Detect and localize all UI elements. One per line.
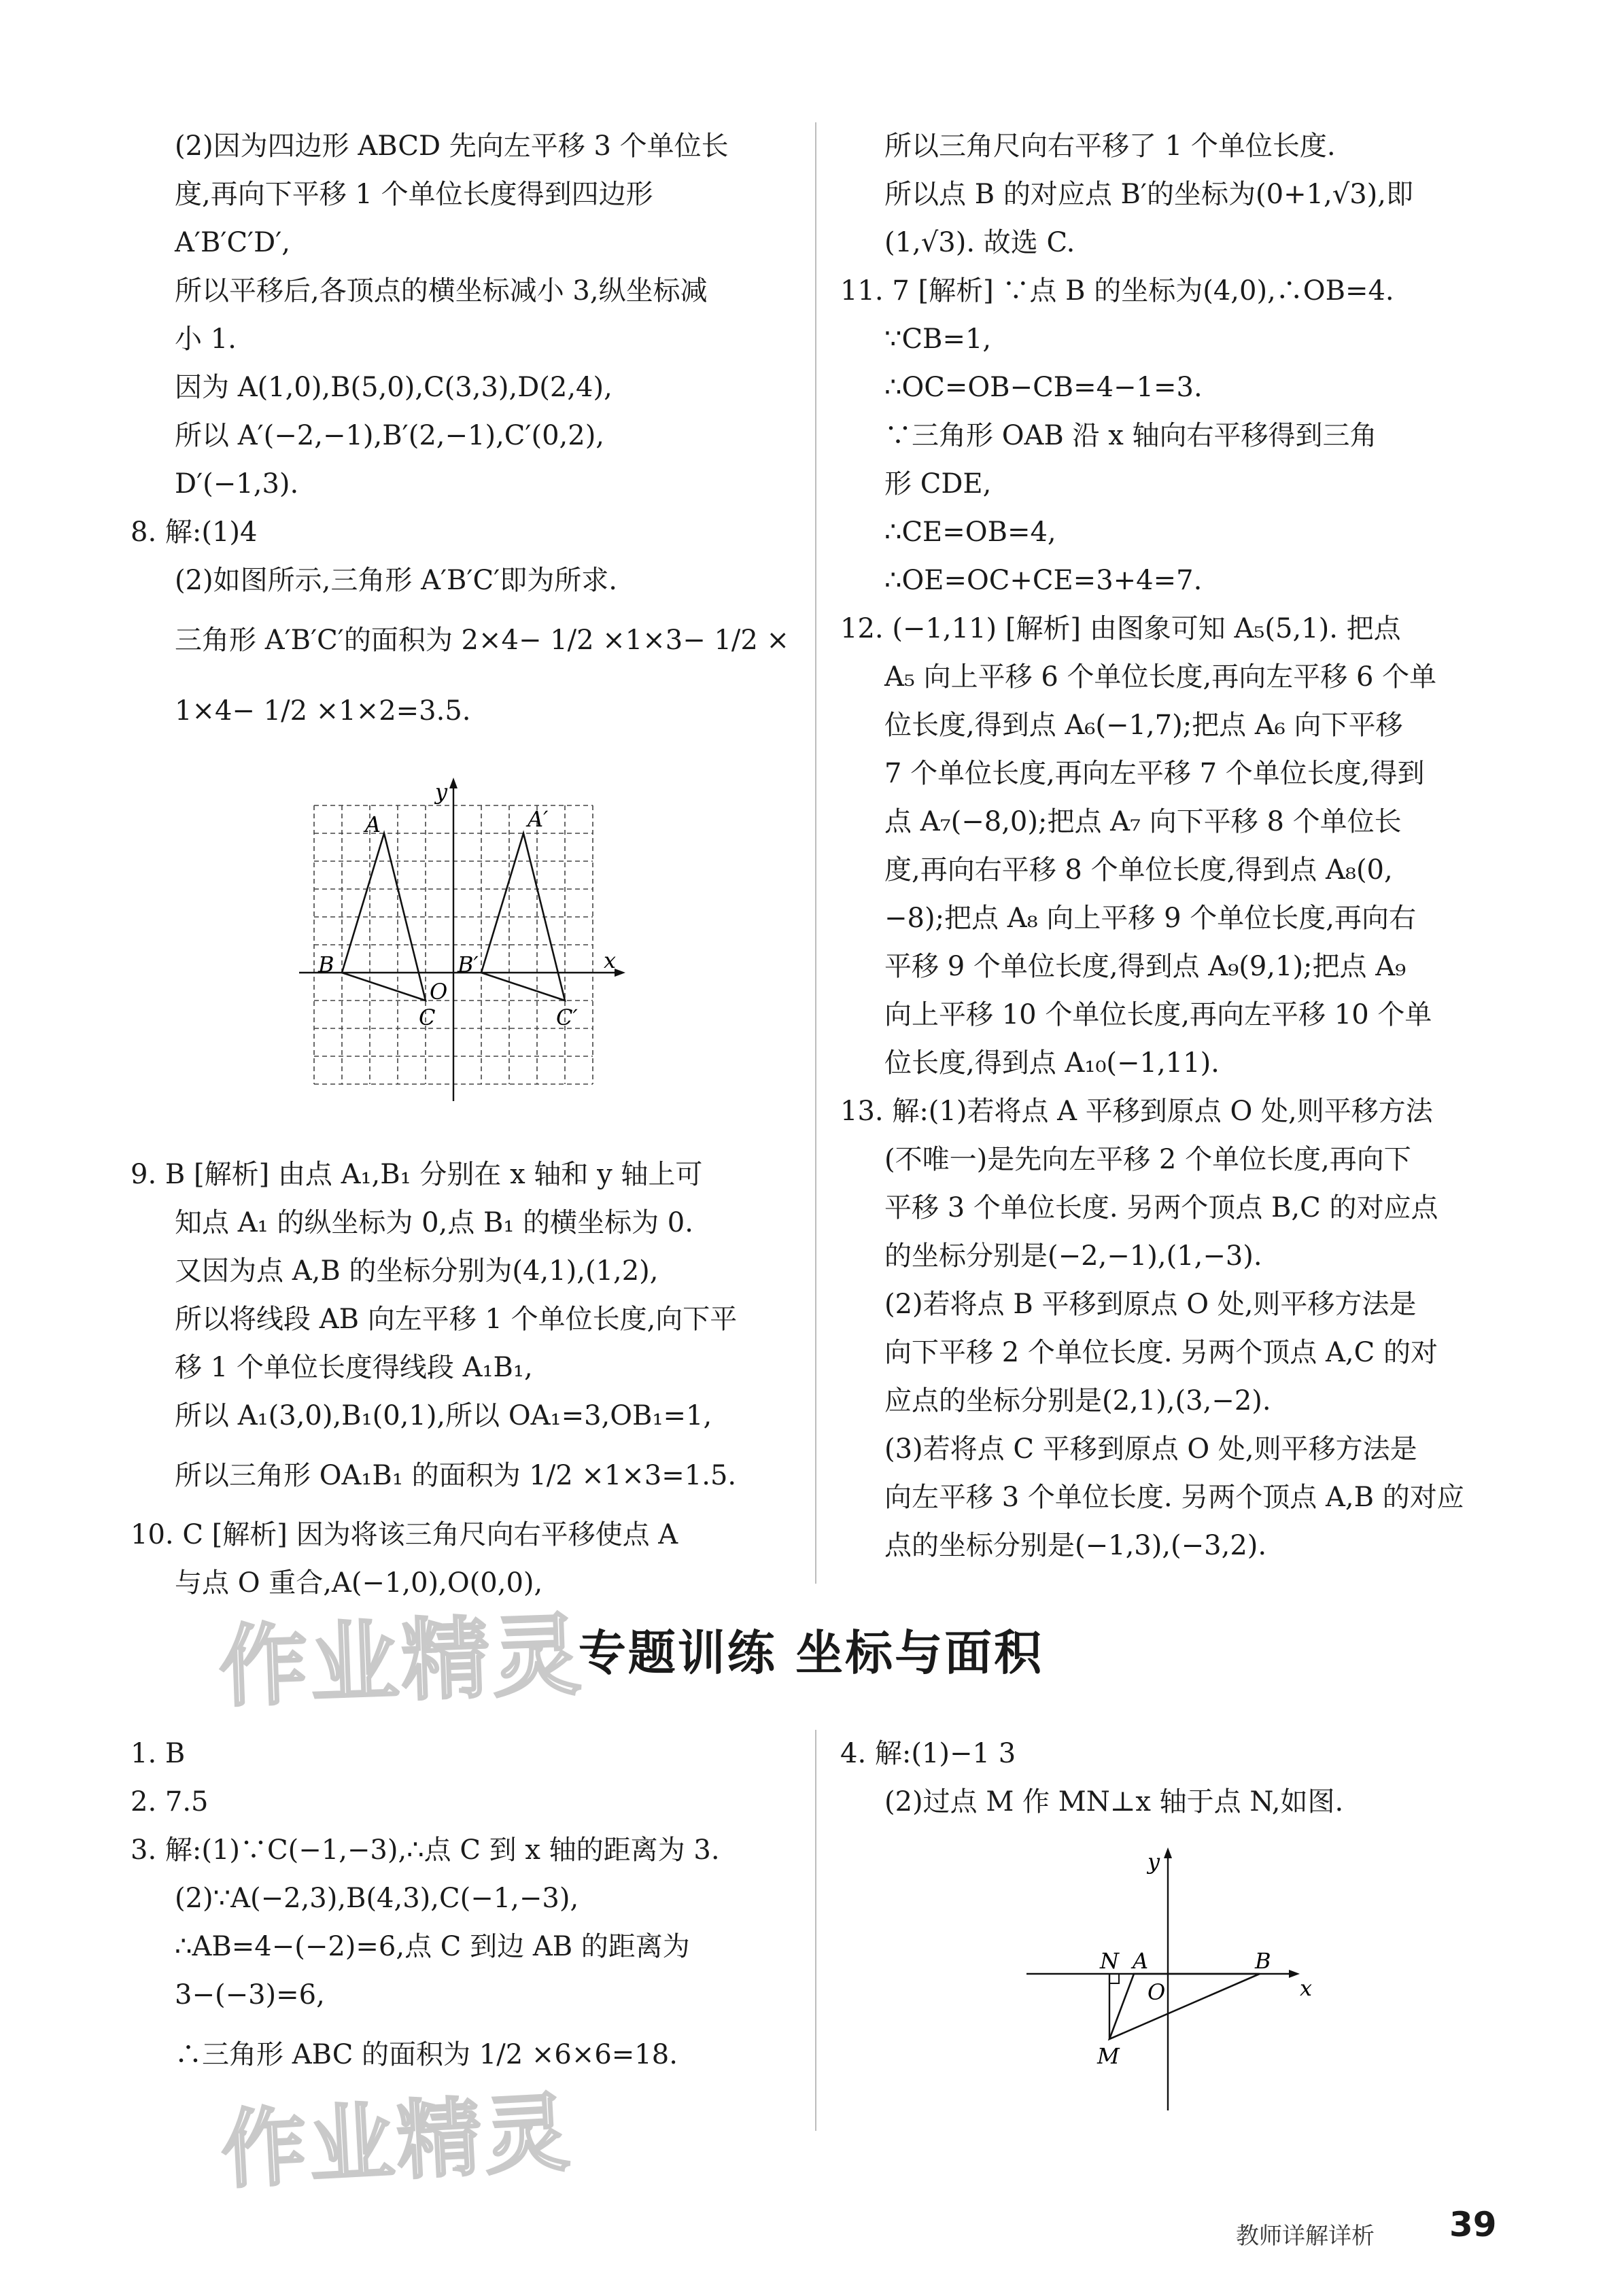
point-n-label: N xyxy=(1100,1948,1119,1974)
question-8-heading: 8. 解:(1)4 xyxy=(131,517,258,548)
text-line: 又因为点 A,B 的坐标分别为(4,1),(1,2), xyxy=(175,1255,659,1287)
answer-column-left-top xyxy=(131,122,790,746)
text-line: 所以将线段 AB 向左平移 1 个单位长度,向下平 xyxy=(175,1304,738,1335)
text-line: 知点 A₁ 的纵坐标为 0,点 B₁ 的横坐标为 0. xyxy=(175,1207,693,1238)
x-axis-arrow-icon xyxy=(615,969,625,977)
text-line: (2)因为四边形 ABCD 先向左平移 3 个单位长 xyxy=(175,131,729,162)
page-number: 39 xyxy=(1449,2205,1497,2244)
text-line: 向左平移 3 个单位长度. 另两个顶点 A,B 的对应 xyxy=(884,1482,1464,1513)
text-line: 移 1 个单位长度得线段 A₁B₁, xyxy=(175,1352,533,1383)
answer-column-right-top xyxy=(840,122,1506,1570)
text-line: 所以平移后,各顶点的横坐标减小 3,纵坐标减 xyxy=(175,275,708,307)
text-line: 与点 O 重合,A(−1,0),O(0,0), xyxy=(175,1567,543,1599)
text-line: A₅ 向上平移 6 个单位长度,再向左平移 6 个单 xyxy=(884,661,1437,693)
text-line: A′B′C′D′, xyxy=(175,227,290,258)
y-axis-arrow-icon-2 xyxy=(1164,1847,1172,1858)
question-10-heading: 10. C [解析] 因为将该三角尺向右平移使点 A xyxy=(131,1519,678,1550)
question-3-heading: 3. 解:(1)∵C(−1,−3),∴点 C 到 x 轴的距离为 3. xyxy=(131,1834,720,1866)
question-12-heading: 12. (−1,11) [解析] 由图象可知 A₅(5,1). 把点 xyxy=(840,613,1401,644)
area-formula-line: 三角形 A′B′C′的面积为 2×4− 1/2 ×1×3− 1/2 × xyxy=(175,625,790,656)
section-column-left xyxy=(131,1730,790,2090)
text-line: 7 个单位长度,再向左平移 7 个单位长度,得到 xyxy=(884,758,1425,789)
perpendicular-figure xyxy=(1020,1842,1332,2114)
text-line: 平移 3 个单位长度. 另两个顶点 B,C 的对应点 xyxy=(884,1192,1438,1223)
text-line: ∴CE=OB=4, xyxy=(884,517,1056,548)
question-4-heading: 4. 解:(1)−1 3 xyxy=(840,1738,1016,1769)
question-2-answer: 2. 7.5 xyxy=(131,1786,209,1817)
x-axis-arrow-icon-2 xyxy=(1289,1970,1300,1978)
text-line: ∴OC=OB−CB=4−1=3. xyxy=(884,372,1203,403)
y-axis-label: y xyxy=(435,779,448,805)
text-line: 度,再向右平移 8 个单位长度,得到点 A₈(0, xyxy=(884,854,1393,886)
text-line: 点的坐标分别是(−1,3),(−3,2). xyxy=(884,1530,1267,1561)
text-line: (2)过点 M 作 MN⊥x 轴于点 N,如图. xyxy=(884,1786,1344,1817)
translation-grid-figure xyxy=(299,775,639,1108)
x-axis-label-2: x xyxy=(1300,1975,1313,2001)
text-line: 向上平移 10 个单位长度,再向左平移 10 个单 xyxy=(884,999,1432,1030)
area-formula-line: 1×4− 1/2 ×1×2=3.5. xyxy=(175,695,471,727)
point-b-label-2: B xyxy=(1255,1948,1271,1974)
question-1-answer: 1. B xyxy=(131,1738,186,1769)
text-line: −8);把点 A₈ 向上平移 9 个单位长度,再向右 xyxy=(884,903,1416,934)
point-m-label: M xyxy=(1097,2043,1120,2069)
point-a-prime-label: A′ xyxy=(528,806,549,832)
watermark-logo: 作业精灵 xyxy=(217,1603,585,1720)
origin-label: O xyxy=(430,979,448,1005)
question-13-heading: 13. 解:(1)若将点 A 平移到原点 O 处,则平移方法 xyxy=(840,1096,1433,1127)
text-line: 小 1. xyxy=(175,324,237,355)
column-divider-top xyxy=(815,122,816,1584)
text-line: 所以三角尺向右平移了 1 个单位长度. xyxy=(884,131,1336,162)
column-divider-bottom xyxy=(815,1730,816,2131)
right-angle-mark xyxy=(1109,1974,1119,1983)
question-11-heading: 11. 7 [解析] ∵点 B 的坐标为(4,0),∴OB=4. xyxy=(840,275,1394,307)
text-line: 度,再向下平移 1 个单位长度得到四边形 xyxy=(175,179,653,210)
point-c-label: C xyxy=(419,1005,436,1030)
text-line: 所以点 B 的对应点 B′的坐标为(0+1,√3),即 xyxy=(884,179,1414,210)
text-line: D′(−1,3). xyxy=(175,468,299,500)
text-line: 位长度,得到点 A₆(−1,7);把点 A₆ 向下平移 xyxy=(884,710,1403,741)
origin-label-2: O xyxy=(1148,1979,1166,2005)
point-a-label-2: A xyxy=(1133,1948,1149,1974)
section-title: 专题训练 坐标与面积 xyxy=(578,1625,1044,1681)
section-column-right xyxy=(840,1730,1506,1826)
answer-column-left-middle xyxy=(131,1151,790,1607)
text-line: (2)∵A(−2,3),B(4,3),C(−1,−3), xyxy=(175,1883,579,1914)
text-line: 应点的坐标分别是(2,1),(3,−2). xyxy=(884,1385,1271,1416)
text-line: (2)如图所示,三角形 A′B′C′即为所求. xyxy=(175,565,617,596)
x-axis-label: x xyxy=(604,947,617,973)
text-line: 的坐标分别是(−2,−1),(1,−3). xyxy=(884,1240,1262,1272)
text-line: 3−(−3)=6, xyxy=(175,1979,325,2011)
text-line: ∴AB=4−(−2)=6,点 C 到边 AB 的距离为 xyxy=(175,1931,690,1962)
point-a-label: A xyxy=(365,812,381,837)
coordinate-axes xyxy=(299,783,619,1101)
watermark-logo-bottom: 作业精灵 xyxy=(219,2083,575,2201)
text-line: (不唯一)是先向左平移 2 个单位长度,再向下 xyxy=(884,1144,1411,1175)
text-line: 向下平移 2 个单位长度. 另两个顶点 A,C 的对 xyxy=(884,1337,1438,1368)
text-line: (1,√3). 故选 C. xyxy=(884,227,1075,258)
y-axis-label-2: y xyxy=(1148,1849,1160,1875)
text-line: ∵CB=1, xyxy=(884,324,992,355)
triangle-amb xyxy=(1109,1974,1260,2039)
area-formula-line: 所以三角形 OA₁B₁ 的面积为 1/2 ×1×3=1.5. xyxy=(175,1460,737,1491)
text-line: ∴OE=OC+CE=3+4=7. xyxy=(884,565,1203,596)
text-line: 平移 9 个单位长度,得到点 A₉(9,1);把点 A₉ xyxy=(884,951,1407,982)
area-formula-line: ∴三角形 ABC 的面积为 1/2 ×6×6=18. xyxy=(175,2039,678,2070)
point-b-label: B xyxy=(318,952,334,977)
text-line: 位长度,得到点 A₁₀(−1,11). xyxy=(884,1047,1220,1079)
point-c-prime-label: C′ xyxy=(556,1005,578,1030)
text-line: (2)若将点 B 平移到原点 O 处,则平移方法是 xyxy=(884,1289,1417,1320)
point-b-prime-label: B′ xyxy=(458,952,479,977)
text-line: 所以 A′(−2,−1),B′(2,−1),C′(0,2), xyxy=(175,420,605,451)
text-line: 因为 A(1,0),B(5,0),C(3,3),D(2,4), xyxy=(175,372,612,403)
text-line: 所以 A₁(3,0),B₁(0,1),所以 OA₁=3,OB₁=1, xyxy=(175,1400,712,1431)
text-line: (3)若将点 C 平移到原点 O 处,则平移方法是 xyxy=(884,1433,1417,1465)
text-line: 形 CDE, xyxy=(884,468,992,500)
question-9-heading: 9. B [解析] 由点 A₁,B₁ 分别在 x 轴和 y 轴上可 xyxy=(131,1159,703,1190)
text-line: 点 A₇(−8,0);把点 A₇ 向下平移 8 个单位长 xyxy=(884,806,1402,837)
y-axis-arrow-icon xyxy=(449,778,458,788)
text-line: ∵三角形 OAB 沿 x 轴向右平移得到三角 xyxy=(884,420,1377,451)
footer-text: 教师详解详析 xyxy=(1236,2223,1375,2250)
